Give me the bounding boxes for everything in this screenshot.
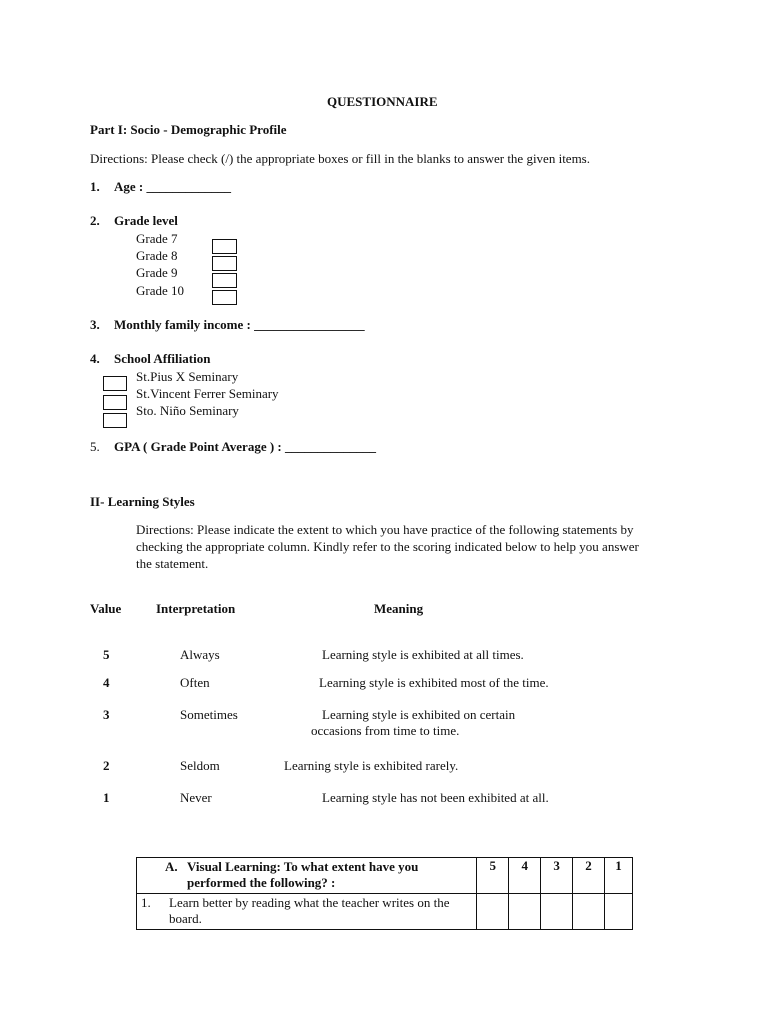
grade-8-checkbox[interactable] [212, 256, 237, 271]
school-vincent-checkbox[interactable] [103, 395, 127, 410]
item-number: 1. [141, 895, 151, 910]
scale-value: 1 [103, 790, 110, 805]
school-nino-checkbox[interactable] [103, 413, 127, 428]
scale-meaning: Learning style has not been exhibited at all. [322, 790, 549, 805]
section-title: Visual Learning: To what extent have you performed the following? : [187, 859, 419, 890]
rating-cell-5[interactable] [477, 894, 509, 930]
scale-interpretation: Sometimes [180, 707, 238, 722]
income-field[interactable]: Monthly family income : _________________ [114, 317, 365, 332]
age-number: 1. [90, 179, 100, 194]
school-option-vincent: St.Vincent Ferrer Seminary [136, 386, 279, 401]
scale-header-interpretation: Interpretation [156, 601, 236, 616]
column-header-5: 5 [477, 858, 509, 894]
section-header [137, 858, 477, 894]
grade-9-checkbox[interactable] [212, 273, 237, 288]
scale-header-meaning: Meaning [374, 601, 424, 616]
income-number: 3. [90, 317, 100, 332]
scale-interpretation: Often [180, 675, 210, 690]
column-header-2: 2 [573, 858, 605, 894]
scale-meaning: Learning style is exhibited at all times. [322, 647, 524, 662]
scale-header-value: Value [90, 601, 122, 616]
grade-option-10: Grade 10 [136, 283, 185, 298]
scale-value: 4 [103, 675, 110, 690]
scale-interpretation: Seldom [180, 758, 220, 773]
scale-meaning-continued: occasions from time to time. [311, 723, 460, 738]
school-label: School Affiliation [114, 351, 211, 366]
scale-interpretation: Always [180, 647, 220, 662]
grade-label: Grade level [114, 213, 178, 228]
column-header-4: 4 [509, 858, 541, 894]
item-text: Learn better by reading what the teacher writes on the board. [169, 895, 450, 926]
part2-directions-line-2: checking the appropriate column. Kindly refer to the scoring indicated below to help you answer [136, 539, 639, 554]
page-title: QUESTIONNAIRE [327, 94, 438, 109]
part2-directions-line-1: Directions: Please indicate the extent to which you have practice of the following statements by [136, 522, 634, 537]
grade-option-8: Grade 8 [136, 248, 178, 263]
part1-directions: Directions: Please check (/) the appropriate boxes or fill in the blanks to answer the given items. [90, 151, 590, 166]
column-header-1: 1 [605, 858, 633, 894]
scale-value: 2 [103, 758, 110, 773]
visual-learning-table [136, 857, 633, 930]
grade-option-9: Grade 9 [136, 265, 178, 280]
part2-directions-line-3: the statement. [136, 556, 209, 571]
school-option-nino: Sto. Niño Seminary [136, 403, 239, 418]
scale-value: 5 [103, 647, 110, 662]
section-letter: A. [165, 859, 178, 874]
scale-meaning: Learning style is exhibited on certain [322, 707, 516, 722]
column-header-3: 3 [541, 858, 573, 894]
table-header-row [137, 858, 633, 894]
part1-heading: Part I: Socio - Demographic Profile [90, 122, 287, 137]
scale-meaning: Learning style is exhibited most of the time. [319, 675, 549, 690]
grade-10-checkbox[interactable] [212, 290, 237, 305]
rating-cell-2[interactable] [573, 894, 605, 930]
grade-option-7: Grade 7 [136, 231, 178, 246]
school-option-pius: St.Pius X Seminary [136, 369, 239, 384]
rating-cell-4[interactable] [509, 894, 541, 930]
school-number: 4. [90, 351, 100, 366]
grade-7-checkbox[interactable] [212, 239, 237, 254]
table-row [137, 894, 633, 930]
part2-heading: II- Learning Styles [90, 494, 195, 509]
school-pius-checkbox[interactable] [103, 376, 127, 391]
scale-meaning: Learning style is exhibited rarely. [284, 758, 459, 773]
gpa-number: 5. [90, 439, 100, 454]
rating-cell-1[interactable] [605, 894, 633, 930]
grade-number: 2. [90, 213, 100, 228]
item-cell [137, 894, 477, 930]
age-field[interactable]: Age : _____________ [114, 179, 231, 194]
scale-value: 3 [103, 707, 110, 722]
rating-cell-3[interactable] [541, 894, 573, 930]
gpa-field[interactable]: GPA ( Grade Point Average ) : ______________ [114, 439, 377, 454]
scale-interpretation: Never [180, 790, 212, 805]
